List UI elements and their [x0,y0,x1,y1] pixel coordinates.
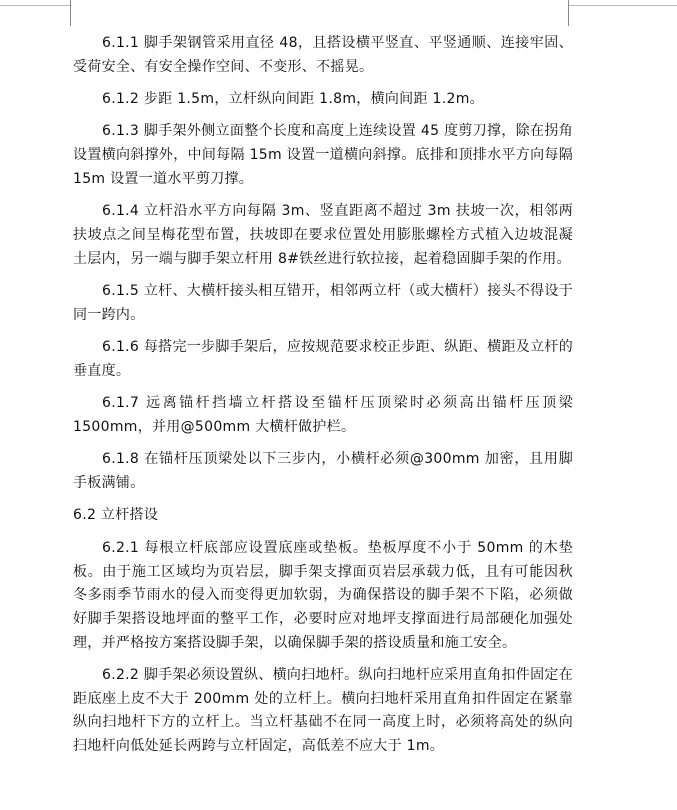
section-heading-6-2: 6.2 立杆搭设 [73,507,159,524]
crop-mark-right-horizontal [568,5,677,6]
paragraph-6-1-5: 6.1.5 立杆、大横杆接头相互错开，相邻两立杆（或大横杆）接头不得设于同一跨内。 [73,283,573,323]
document-body[interactable] [73,32,573,768]
crop-mark-left-horizontal [0,5,70,6]
paragraph-6-1-3: 6.1.3 脚手架外侧立面整个长度和高度上连续设置 45 度剪刀撑，除在拐角设置横向斜撑外，中间每隔 15m 设置一道横向斜撑。底排和顶排水平方向每隔 15m 设置一道水平剪刀撑。 [73,123,573,187]
paragraph-6-1-2: 6.1.2 步距 1.5m，立杆纵向间距 1.8m，横向间距 1.2m。 [102,91,484,108]
paragraph-6-2-2: 6.2.2 脚手架必须设置纵、横向扫地杆。纵向扫地杆应采用直角扣件固定在距底座上皮不大于 200mm 处的立杆上。横向扫地杆采用直角扣件固定在紧靠纵向扫地杆下方的立杆上。当立杆基础不在同一高度上时，必须将高处的纵向扫地杆向低处延长两跨与立杆固定，高低差不应大于 1m。 [73,667,573,755]
paragraph-6-1-4: 6.1.4 立杆沿水平方向每隔 3m、竖直距离不超过 3m 扶坡一次，相邻两扶坡点之间呈梅花型布置，扶坡即在要求位置处用膨胀螺栓方式植入边坡混凝土层内，另一端与脚手架立杆用 8#铁丝进行软拉接，起着稳固脚手架的作用。 [73,203,573,267]
paragraph-6-1-7: 6.1.7 远离锚杆挡墙立杆搭设至锚杆压顶梁时必须高出锚杆压顶梁 1500mm，并用@500mm 大横杆做护栏。 [73,395,573,435]
paragraph-6-1-6: 6.1.6 每搭完一步脚手架后，应按规范要求校正步距、纵距、横距及立杆的垂直度。 [73,339,573,379]
paragraph-6-1-1: 6.1.1 脚手架钢管采用直径 48，且搭设横平竖直、平竖通顺、连接牢固、受荷安全、有安全操作空间、不变形、不摇晃。 [73,35,573,75]
crop-mark-right-vertical [568,0,569,26]
paragraph-6-1-8: 6.1.8 在锚杆压顶梁处以下三步内，小横杆必须@300mm 加密，且用脚手板满铺。 [73,451,573,492]
paragraph-6-2-1: 6.2.1 每根立杆底部应设置底座或垫板。垫板厚度不小于 50mm 的木垫板。由于施工区域均为页岩层，脚手架支撑面页岩层承载力低，且有可能因秋冬多雨季节雨水的侵入而变得更加软弱，为确保搭设的脚手架不下陷，必须做好脚手架搭设地坪面的整平工作，必要时应对地坪支撑面进行局部硬化加强处理，并严格按方案搭设脚手架，以确保脚手架的搭设质量和施工安全。 [73,539,573,651]
crop-mark-left-vertical [70,0,71,26]
